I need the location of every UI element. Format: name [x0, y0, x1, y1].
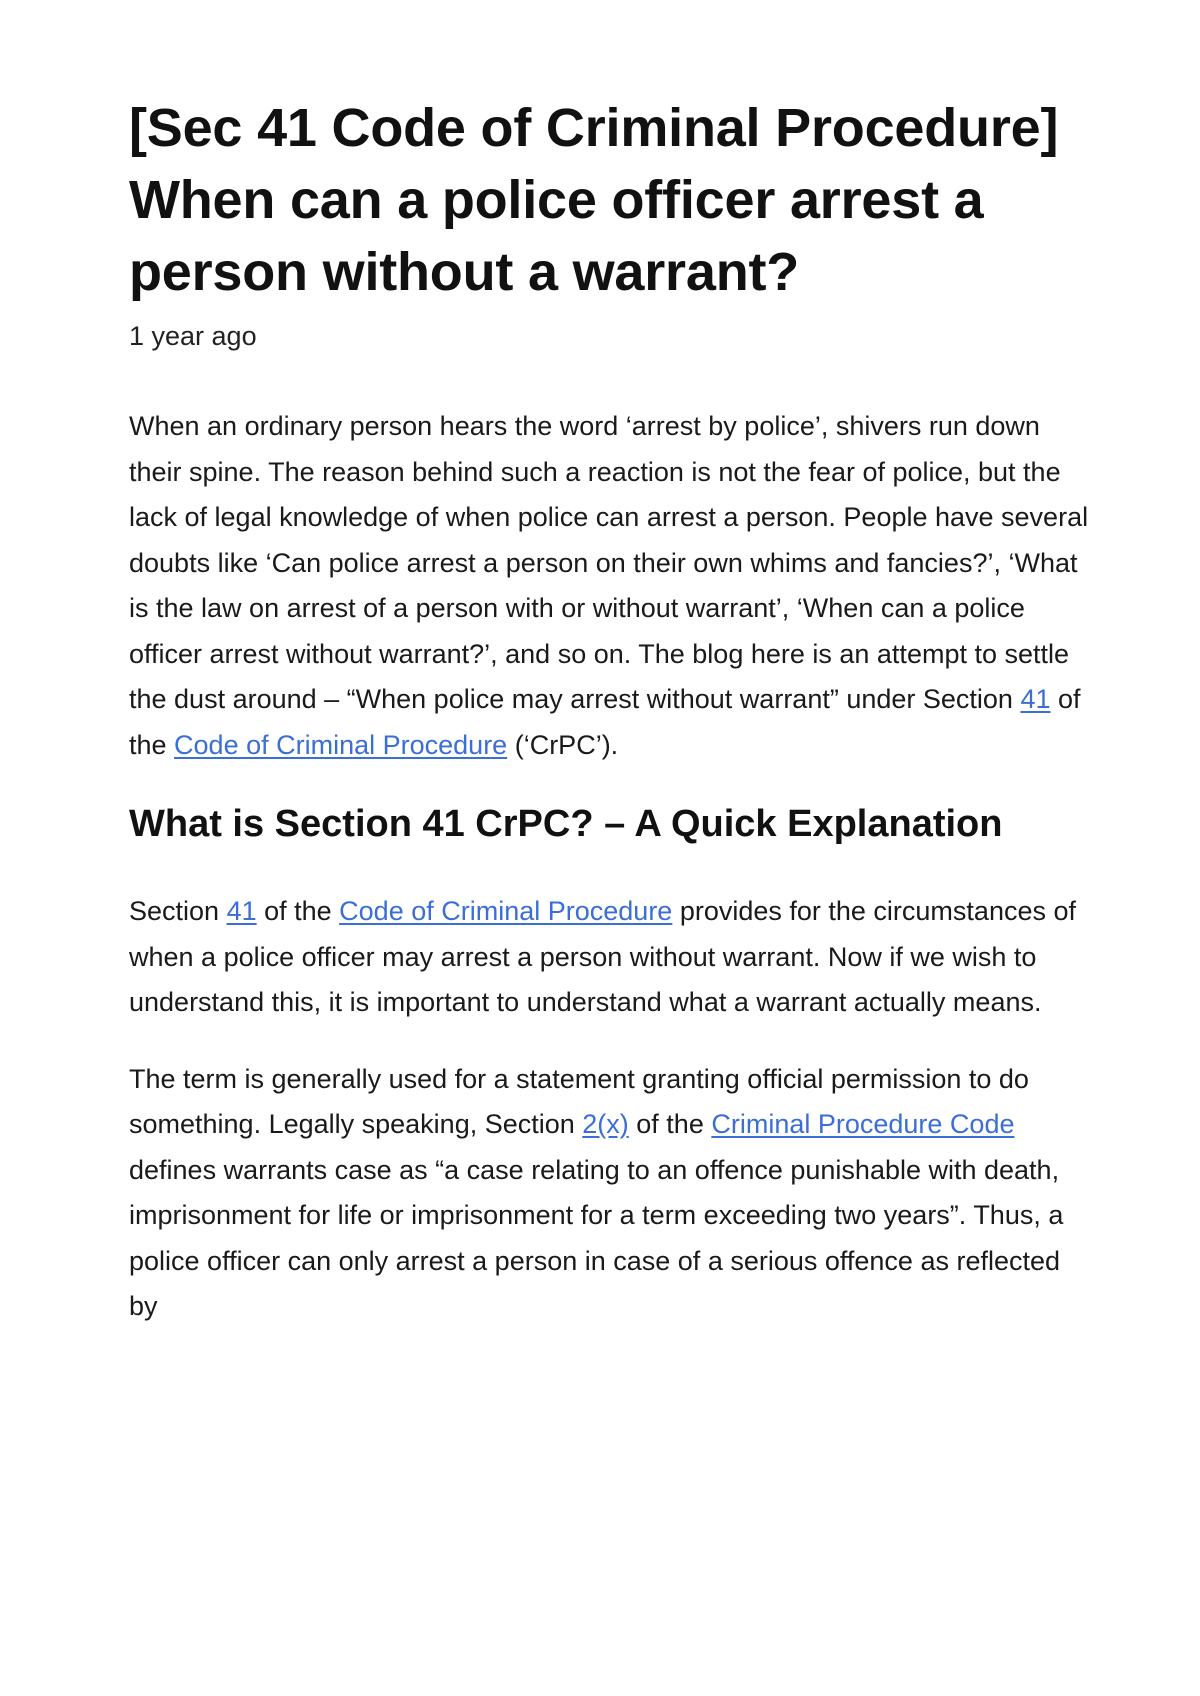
crpc-link[interactable]: Code of Criminal Procedure	[174, 729, 508, 760]
warrant-text-2: of the	[628, 1109, 712, 1139]
intro-text-1: When an ordinary person hears the word ‘arrest by police’, shivers run down their spine. The reason behind such a reaction is not the fear of police, but the lack of legal knowledge of when police can arrest a person. People have several doubts like ‘Can police arrest a person on their own whims and fancies?’, ‘What is the law on arrest of a person with or without warrant’, ‘When can a police officer arrest without warrant?’, and so on. The blog here is an attempt to settle the dust around – “When police may arrest without warrant” under Section	[129, 411, 1089, 714]
section-heading: What is Section 41 CrPC? – A Quick Explanation	[129, 803, 1003, 845]
post-date: 1 year ago	[129, 321, 257, 351]
criminal-procedure-code-link[interactable]: Criminal Procedure Code	[711, 1109, 1015, 1139]
warrant-text-1: The term is generally used for a statement granting official permission to do something. Legally speaking, Section	[129, 1063, 1029, 1139]
section41-text-1: Section	[129, 896, 227, 926]
section41-text-3: provides for the circumstances of when a police officer may arrest a person without warrant. Now if we wish to understand this, it is important to understand what a warrant actually means.	[129, 896, 1076, 1017]
crpc-link[interactable]: Code of Criminal Procedure	[339, 896, 673, 926]
section-2x-link[interactable]: 2(x)	[582, 1109, 629, 1139]
page-title: [Sec 41 Code of Criminal Procedure] When can a police officer arrest a person without a warrant?	[129, 98, 1059, 302]
section-41-link[interactable]: 41	[226, 896, 257, 926]
section-41-link[interactable]: 41	[1020, 684, 1051, 714]
section41-paragraph	[129, 889, 1089, 1026]
warrant-text-3: defines warrants case as “a case relating to an offence punishable with death, imprisonment for life or imprisonment for a term exceeding two years”. Thus, a police officer can only arrest a person in case of a serious offence as reflected by	[129, 1154, 1064, 1321]
section41-text-2: of the	[256, 896, 340, 926]
intro-paragraph	[129, 404, 1089, 768]
intro-text-3: (‘CrPC’).	[507, 729, 619, 760]
warrant-definition-paragraph	[129, 1057, 1089, 1330]
intro-text-2: of the	[129, 684, 1081, 760]
